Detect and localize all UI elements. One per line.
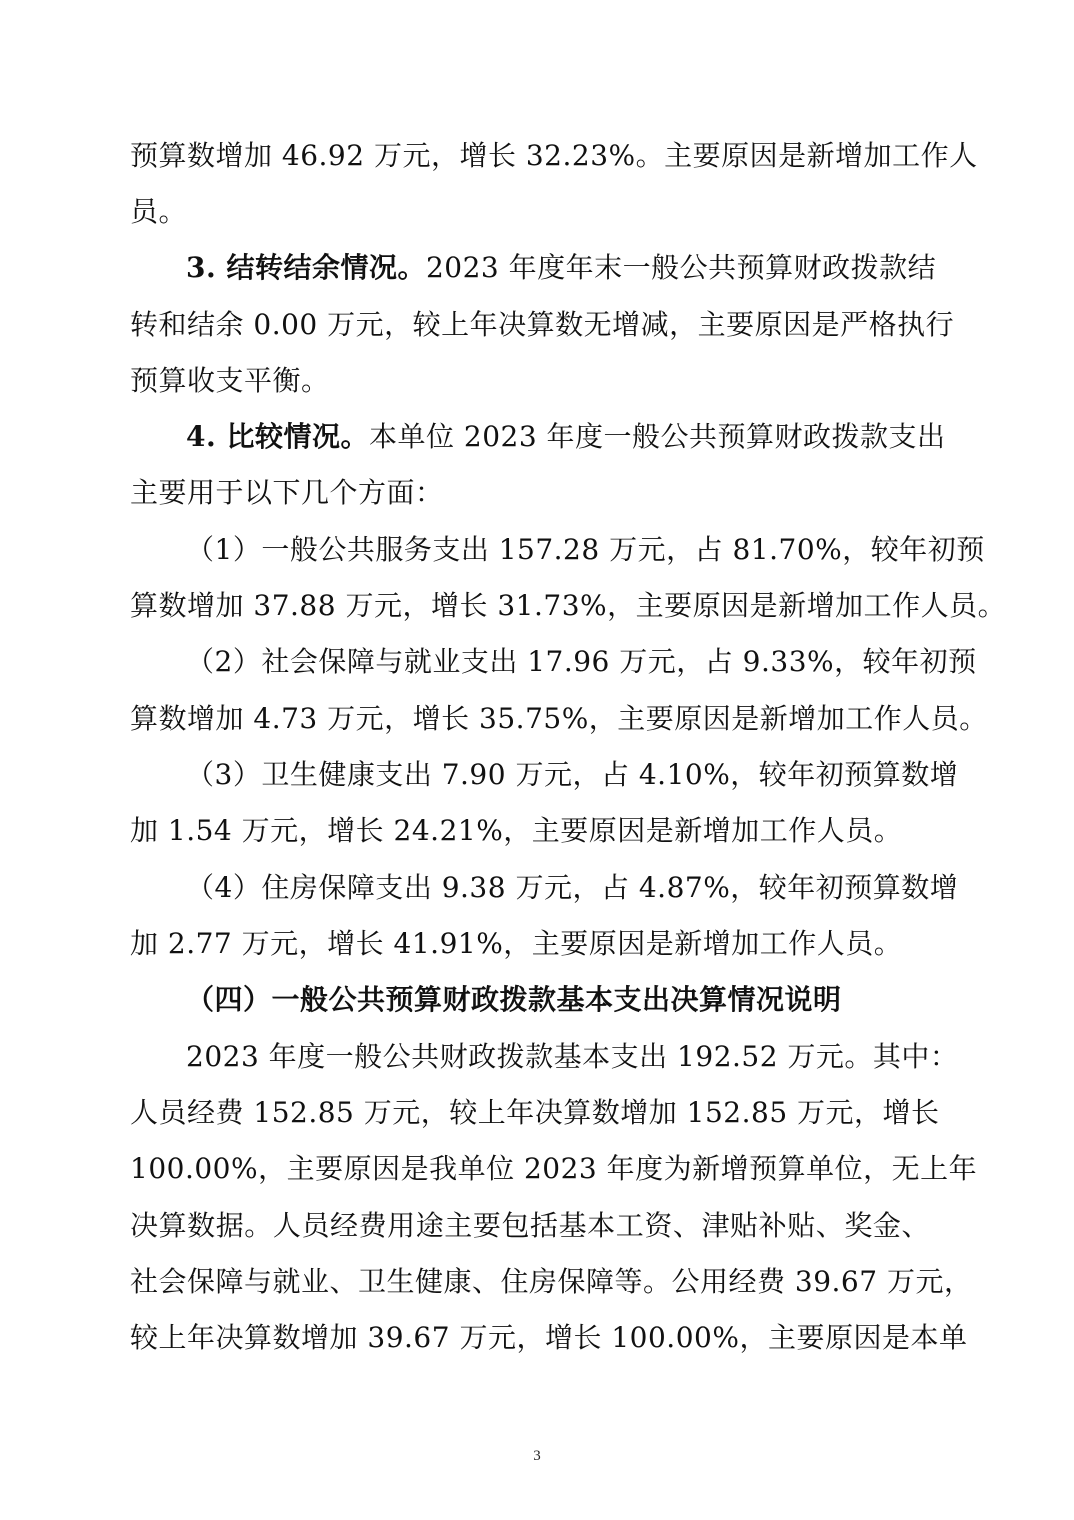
list-item-line: 算数增加 37.88 万元，增长 31.73%，主要原因是新增加工作人员。 bbox=[130, 589, 1007, 622]
text-line: 决算数据。人员经费用途主要包括基本工资、津贴补贴、奖金、 bbox=[130, 1209, 930, 1242]
section-heading: （四）一般公共预算财政拨款基本支出决算情况说明 bbox=[186, 983, 842, 1016]
text-line: 预算收支平衡。 bbox=[130, 364, 330, 397]
list-item-line: （4）住房保障支出 9.38 万元，占 4.87%，较年初预算数增 bbox=[186, 871, 959, 904]
paragraph-lead: 4. 比较情况。 bbox=[186, 420, 369, 453]
paragraph-lead: 3. 结转结余情况。 bbox=[186, 251, 426, 284]
text-line: 较上年决算数增加 39.67 万元，增长 100.00%，主要原因是本单 bbox=[130, 1321, 968, 1354]
list-item-line: （1）一般公共服务支出 157.28 万元，占 81.70%，较年初预 bbox=[186, 533, 985, 566]
list-item-line: （2）社会保障与就业支出 17.96 万元，占 9.33%，较年初预 bbox=[186, 645, 977, 678]
text-line bbox=[186, 245, 937, 291]
list-item-line: 加 1.54 万元，增长 24.21%，主要原因是新增加工作人员。 bbox=[130, 814, 903, 847]
text-line: 2023 年度一般公共财政拨款基本支出 192.52 万元。其中： bbox=[186, 1040, 959, 1073]
text-span: 2023 年度年末一般公共预算财政拨款结 bbox=[425, 251, 937, 284]
text-line: 人员经费 152.85 万元，较上年决算数增加 152.85 万元，增长 bbox=[130, 1096, 940, 1129]
list-item-line: 加 2.77 万元，增长 41.91%，主要原因是新增加工作人员。 bbox=[130, 927, 903, 960]
text-line: 转和结余 0.00 万元，较上年决算数无增减，主要原因是严格执行 bbox=[130, 308, 955, 341]
list-item-line: 算数增加 4.73 万元，增长 35.75%，主要原因是新增加工作人员。 bbox=[130, 702, 988, 735]
text-span: 本单位 2023 年度一般公共预算财政拨款支出 bbox=[368, 420, 946, 453]
text-line: 员。 bbox=[130, 195, 188, 228]
text-line bbox=[186, 414, 946, 460]
page-number: 3 bbox=[533, 1448, 541, 1464]
text-line: 社会保障与就业、卫生健康、住房保障等。公用经费 39.67 万元， bbox=[130, 1265, 973, 1298]
text-line: 100.00%，主要原因是我单位 2023 年度为新增预算单位，无上年 bbox=[130, 1152, 978, 1185]
text-line: 主要用于以下几个方面： bbox=[130, 476, 444, 509]
text-line: 预算数增加 46.92 万元，增长 32.23%。主要原因是新增加工作人 bbox=[130, 139, 978, 172]
list-item-line: （3）卫生健康支出 7.90 万元，占 4.10%，较年初预算数增 bbox=[186, 758, 959, 791]
